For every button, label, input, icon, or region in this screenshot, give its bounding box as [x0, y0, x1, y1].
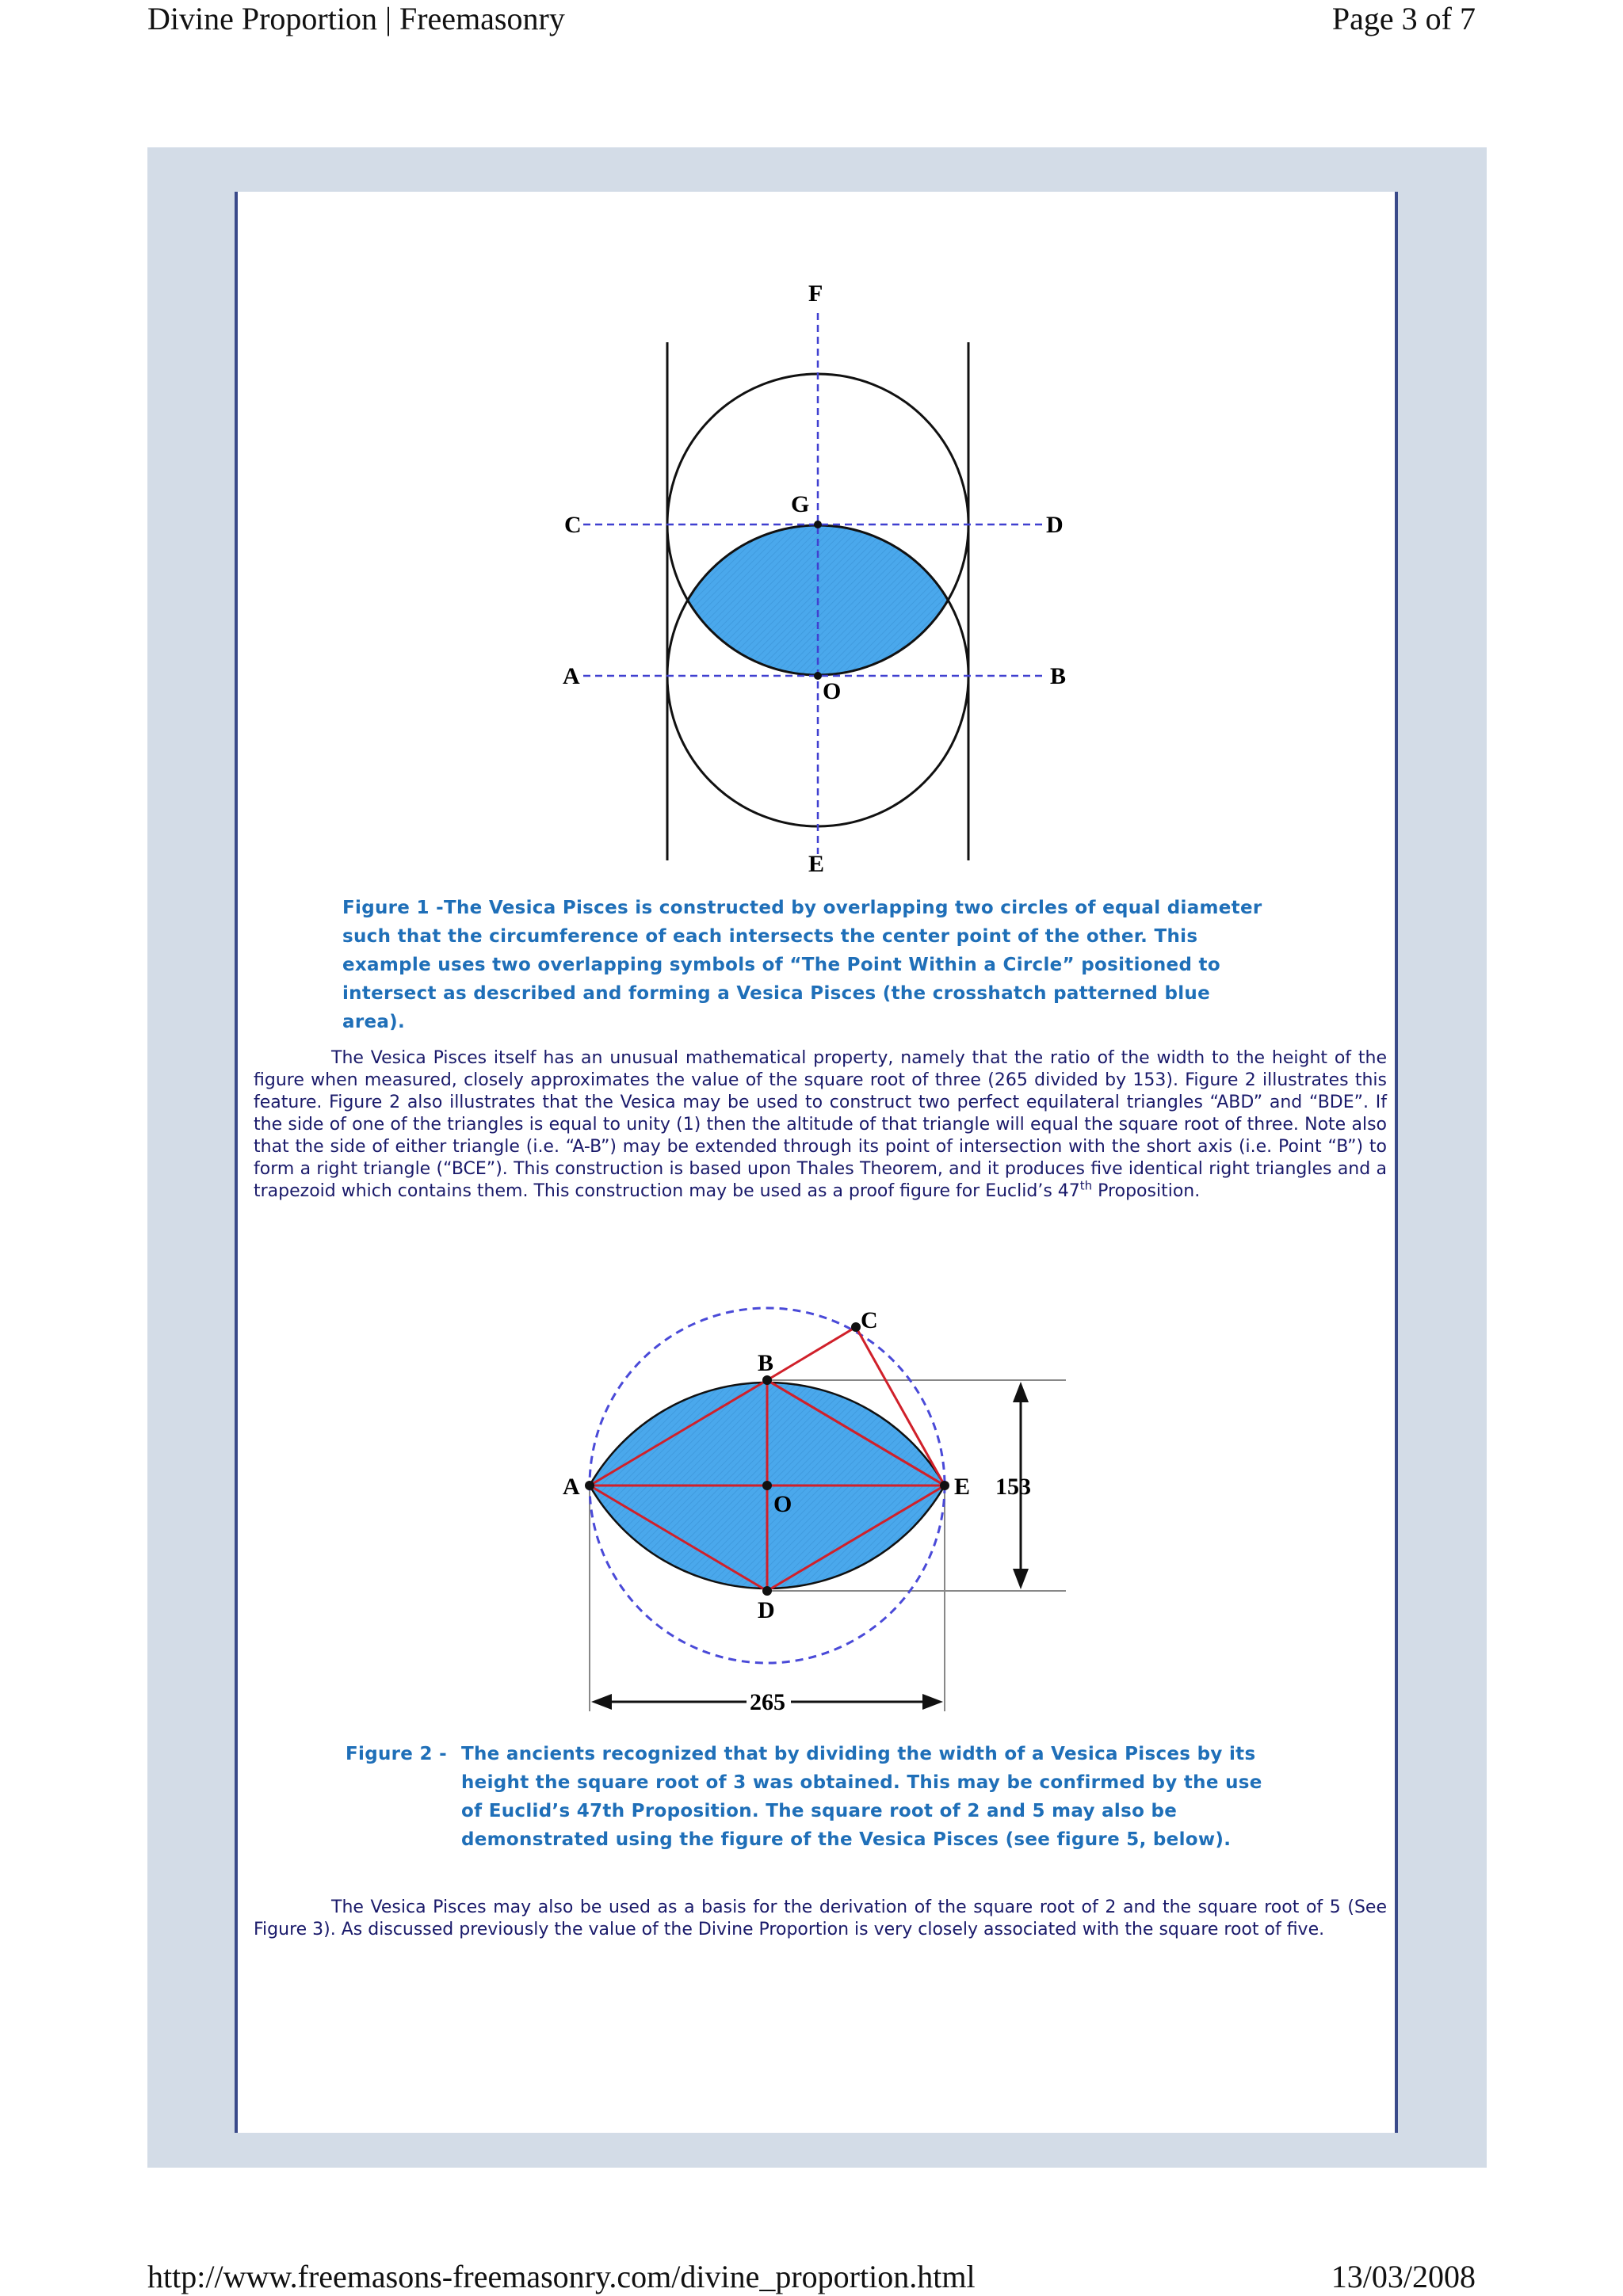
label-f: F: [808, 280, 823, 307]
paragraph-1-end: Proposition.: [1092, 1181, 1201, 1201]
paragraph-1-text: The Vesica Pisces itself has an unusual mathematical property, namely that the ratio of the width to the height of the figure when measured, closely approximates the value of the square root of three (265 divided by 153). Figure 2 illustrates this feature. Figure 2 also illustrates that the Vesica may be used to construct two perfect equilateral triangles “ABD” and “BDE”. If the side of one of the triangles is equal to unity (1) then the altitude of that triangle will equal the square root of three. Note also that the side of either triangle (i.e. “A-B”) may be extended through its point of intersection with the short axis (i.e. Point “B”) to form a right triangle (“BCE”). This construction is based upon Thales Theorem, and it produces five identical right triangles and a trapezoid which contains them. This construction may be used as a proof figure for Euclid’s 47: [254, 1048, 1387, 1201]
label-c: C: [861, 1307, 878, 1333]
label-a: A: [563, 1474, 580, 1500]
figure1-caption: [342, 894, 1293, 1032]
label-o: O: [773, 1491, 792, 1517]
point-e: [940, 1481, 949, 1490]
figure2-diagram: [539, 1291, 1078, 1711]
figure2-caption: [346, 1740, 1296, 1859]
label-g: G: [791, 491, 810, 517]
paragraph-1-superscript: th: [1079, 1178, 1093, 1193]
label-e: E: [954, 1474, 971, 1500]
footer-date: 13/03/2008: [1331, 2259, 1476, 2294]
footer-url: http://www.freemasons-freemasonry.com/divine_proportion.html: [147, 2259, 976, 2294]
label-d: D: [1046, 512, 1064, 538]
paragraph-2-text: The Vesica Pisces may also be used as a basis for the derivation of the square root of 2 and the square root of 5 (See Figure 3). As discussed previously the value of the Divine Proportion is very closely associated with the square root of five.: [254, 1897, 1387, 1939]
width-arrow-left: [591, 1694, 612, 1710]
point-c: [851, 1322, 861, 1332]
figure2-caption-text: The ancients recognized that by dividing the width of a Vesica Pisces by its height the square root of 3 was obtained. This may be confirmed by the use of Euclid’s 47th Proposition. The square root of 2 and 5 may also be demonstrated using the figure of the Vesica Pisces (see figure 5, below).: [461, 1744, 1262, 1850]
figure1-caption-label: Figure 1 -: [342, 898, 444, 918]
label-a: A: [563, 663, 580, 689]
paragraph-2: [254, 1897, 1387, 1941]
header-title: Divine Proportion | Freemasonry: [147, 1, 565, 36]
point-a: [585, 1481, 594, 1490]
page-header: [147, 0, 1476, 40]
label-o: O: [823, 678, 842, 704]
point-g: [814, 521, 822, 528]
page-footer: [147, 2258, 1476, 2296]
figure1-diagram: [539, 277, 1078, 879]
point-o: [762, 1481, 772, 1490]
label-e: E: [808, 851, 825, 877]
label-height: 153: [995, 1474, 1031, 1500]
label-b: B: [1050, 663, 1067, 689]
point-d: [762, 1586, 772, 1596]
width-arrow-right: [922, 1694, 943, 1710]
header-page-number: Page 3 of 7: [1331, 1, 1476, 36]
label-b: B: [758, 1350, 774, 1376]
paragraph-1: [254, 1047, 1387, 1203]
figure2-caption-label: Figure 2 -: [346, 1744, 447, 1764]
label-d: D: [758, 1597, 775, 1623]
figure1-caption-text: The Vesica Pisces is constructed by overlapping two circles of equal diameter such that the circumference of each intersects the center point of the other. This example uses two overlapping symbols of “The Point Within a Circle” positioned to intersect as described and forming a Vesica Pisces (the crosshatch patterned blue area).: [342, 898, 1262, 1032]
label-width: 265: [750, 1689, 785, 1711]
height-arrow-bottom: [1013, 1569, 1029, 1589]
point-b: [762, 1375, 772, 1385]
label-c: C: [564, 512, 582, 538]
point-o: [814, 672, 822, 680]
height-arrow-top: [1013, 1382, 1029, 1402]
